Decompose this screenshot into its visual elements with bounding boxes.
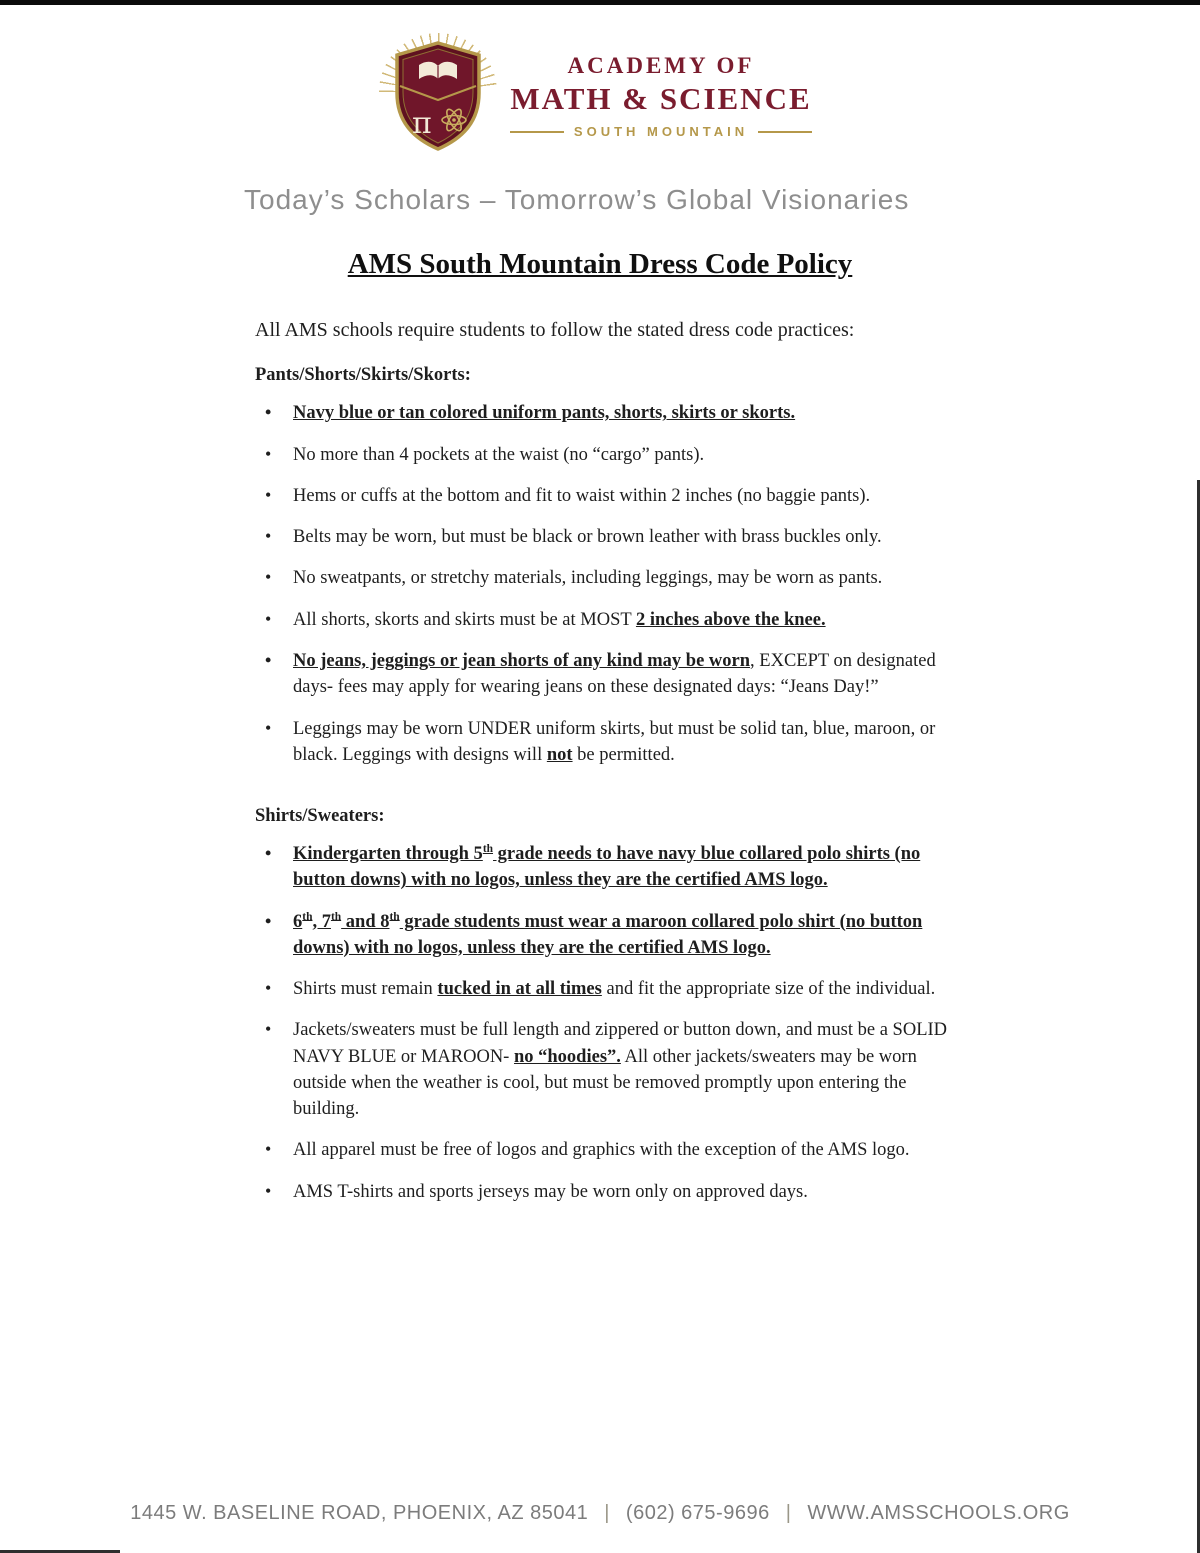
section-heading: Pants/Shorts/Skirts/Skorts: — [255, 365, 471, 386]
page-title: AMS South Mountain Dress Code Policy — [347, 248, 853, 280]
footer-separator: | — [785, 1502, 792, 1524]
bullet-item — [259, 648, 955, 701]
text-segment: grade students must wear a maroon collared polo shirt (no button downs) with no logos, unless they are the certified AMS logo. — [293, 911, 923, 958]
school-crest — [388, 40, 488, 152]
text-segment: Jackets/sweaters must be full length and zippered or button down, and must be a SOLID NAVY BLUE or MAROON- — [293, 1020, 948, 1067]
section-heading: Shirts/Sweaters: — [255, 806, 385, 827]
policy-sections — [255, 365, 955, 1205]
page-footer — [0, 1502, 1200, 1525]
text-segment: , EXCEPT on designated days- fees may apply for wearing jeans on these designated days: “Jeans Day!” — [293, 650, 936, 698]
text-segment: no “hoodies”. — [513, 1046, 621, 1067]
bullet-item — [259, 607, 955, 633]
bullet-item — [259, 841, 955, 894]
gold-divider-left — [510, 131, 564, 133]
logo-campus-name: SOUTH MOUNTAIN — [573, 124, 749, 139]
bullet-item — [259, 442, 955, 468]
bullet-item — [259, 524, 955, 550]
text-segment: All shorts, skorts and skirts must be at MOST — [293, 609, 636, 630]
text-segment: Navy blue or tan colored uniform pants, shorts, skirts or skorts. — [293, 403, 796, 424]
intro-paragraph: All AMS schools require students to follow the stated dress code practices: — [255, 319, 855, 341]
policy-content — [255, 317, 955, 1205]
text-segment: Kindergarten through 5 — [293, 844, 483, 865]
school-logo — [0, 0, 1200, 152]
bullet-item — [259, 1137, 955, 1163]
text-segment: 2 inches above the knee. — [635, 609, 826, 630]
bullet-item — [259, 716, 955, 769]
text-segment: No more than 4 pockets at the waist (no “cargo” pants). — [293, 444, 705, 465]
text-segment: th — [330, 910, 342, 923]
footer-phone: (602) 675-9696 — [625, 1502, 770, 1524]
footer-separator: | — [604, 1502, 610, 1524]
bullet-item — [259, 1017, 955, 1122]
text-segment: All other jackets/sweaters may be worn outside when the weather is cool, but must be removed promptly upon entering the building. — [293, 1046, 917, 1120]
bullet-item — [259, 400, 955, 426]
text-segment: th — [389, 910, 400, 923]
logo-line-academy-of: ACADEMY OF — [567, 53, 755, 78]
text-segment: and fit the appropriate size of the individual. — [601, 979, 936, 1000]
text-segment: No jeans, jeggings or jean shorts of any kind may be worn — [293, 650, 751, 671]
text-segment: Leggings may be worn UNDER uniform skirts, but must be solid tan, blue, maroon, or black. Leggings with designs will — [293, 718, 936, 765]
text-segment: and 8 — [341, 911, 390, 932]
gold-divider-right — [758, 131, 812, 133]
bullet-list — [255, 400, 955, 768]
school-tagline: Today’s Scholars – Tomorrow’s Global Visionaries — [244, 184, 910, 215]
text-segment: No sweatpants, or stretchy materials, including leggings, may be worn as pants. — [293, 568, 883, 589]
text-segment: tucked in at all times — [437, 979, 602, 1000]
pi-symbol-icon: π — [412, 106, 433, 141]
text-segment: th — [302, 910, 313, 923]
bullet-item — [259, 1179, 955, 1205]
text-segment: All apparel must be free of logos and graphics with the exception of the AMS logo. — [293, 1140, 910, 1161]
footer-address: 1445 W. BASELINE ROAD, PHOENIX, AZ 85041 — [130, 1502, 589, 1524]
text-segment: th — [482, 842, 494, 855]
bullet-item — [259, 565, 955, 591]
bullet-list — [255, 841, 955, 1205]
bullet-item — [259, 976, 955, 1002]
shield-icon — [388, 40, 488, 152]
text-segment: AMS T-shirts and sports jerseys may be worn only on approved days. — [293, 1181, 808, 1202]
logo-text — [510, 53, 811, 139]
logo-campus-row — [510, 124, 811, 139]
text-segment: , 7 — [312, 911, 331, 932]
scan-edge-top — [0, 0, 1200, 5]
bullet-item — [259, 483, 955, 509]
text-segment: 6 — [293, 911, 303, 932]
text-segment: Belts may be worn, but must be black or brown leather with brass buckles only. — [293, 527, 882, 548]
footer-website: WWW.AMSSCHOOLS.ORG — [807, 1502, 1070, 1524]
text-segment: grade needs to have navy blue collared polo shirts (no button downs) with no logos, unless they are the certified AMS logo. — [293, 844, 921, 891]
text-segment: not — [546, 744, 573, 765]
text-segment: be permitted. — [572, 744, 675, 765]
bullet-item — [259, 909, 955, 962]
text-segment: Shirts must remain — [293, 979, 438, 1000]
logo-line-math-science: MATH & SCIENCE — [510, 81, 812, 116]
text-segment: Hems or cuffs at the bottom and fit to waist within 2 inches (no baggie pants). — [293, 485, 871, 506]
